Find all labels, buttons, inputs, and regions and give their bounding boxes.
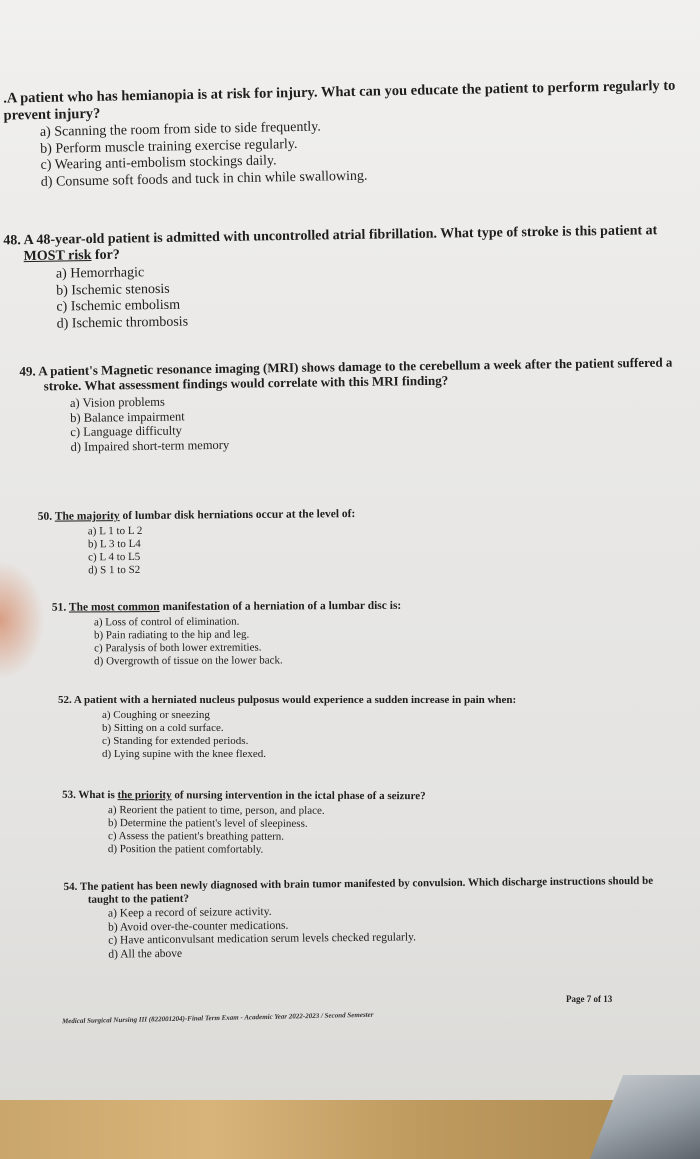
question-stem: 50. The majority of lumbar disk herniations occur at the level of: xyxy=(37,508,356,523)
finger-shadow xyxy=(0,560,45,680)
answer-options xyxy=(102,709,688,761)
course-footer: Medical Surgical Nursing III (822001204)-Final Term Exam - Academic Year 2022-2023 / Second Semester xyxy=(61,1010,374,1026)
question-52 xyxy=(58,694,688,761)
option-d: d) S 1 to S2 xyxy=(88,564,141,577)
option-d: d) Ischemic thrombosis xyxy=(56,314,189,332)
option-a: a) Keep a record of seizure activity. xyxy=(107,906,272,920)
option-b: b) Sitting on a cold surface. xyxy=(102,721,224,734)
option-d: d) Overgrowth of tissue on the lower back. xyxy=(94,654,283,668)
option-b: b) Balance impairment xyxy=(70,409,185,425)
option-c: c) Paralysis of both lower extremities. xyxy=(94,641,262,655)
option-c: c) Wearing anti-embolism stockings daily. xyxy=(40,153,277,174)
question-stem: 54. The patient has been newly diagnosed with brain tumor manifested by convulsion. Which discharge instructions should be taught to the patient? xyxy=(63,874,654,906)
option-a: a) Scanning the room from side to side frequently. xyxy=(39,119,321,141)
answer-options xyxy=(70,387,691,455)
option-d: d) All the above xyxy=(108,947,183,961)
option-b: b) Determine the patient's level of sleepiness. xyxy=(107,816,308,830)
question-54 xyxy=(63,874,654,963)
option-a: a) L 1 to L 2 xyxy=(87,525,143,538)
question-49 xyxy=(19,355,690,455)
option-d: d) Lying supine with the knee flexed. xyxy=(102,747,267,760)
question-stem: 49. A patient's Magnetic resonance imaging (MRI) shows damage to the cerebellum a week after the patient suffered a stroke. What assessment findings would correlate with this MRI finding? xyxy=(19,354,673,394)
answer-options xyxy=(56,257,695,333)
option-b: b) L 3 to L4 xyxy=(87,538,141,551)
answer-options xyxy=(40,113,695,192)
option-c: c) L 4 to L5 xyxy=(88,551,141,564)
question-53 xyxy=(62,789,682,858)
answer-options xyxy=(108,804,682,858)
option-c: c) Ischemic embolism xyxy=(56,297,181,315)
question-48 xyxy=(3,223,694,334)
option-c: c) Assess the patient's breathing pattern. xyxy=(107,829,285,843)
question-stem: 53. What is the priority of nursing intervention in the ictal phase of a seizure? xyxy=(62,788,426,803)
option-c: c) Standing for extended periods. xyxy=(102,734,249,747)
question-50 xyxy=(38,505,679,578)
option-d: d) Position the patient comfortably. xyxy=(107,842,264,856)
answer-options xyxy=(108,902,645,962)
option-a: a) Hemorrhagic xyxy=(55,265,145,282)
question-51 xyxy=(52,598,672,668)
question-stem: 48. A 48-year-old patient is admitted with uncontrolled atrial fibrillation. What type of stroke is this patient at MOST risk for? xyxy=(3,223,658,265)
option-a: a) Loss of control of elimination. xyxy=(93,615,240,629)
option-d: d) Impaired short-term memory xyxy=(70,437,230,455)
question-stem: 51. The most common manifestation of a herniation of a lumbar disc is: xyxy=(51,599,402,614)
option-b: b) Avoid over-the-counter medications. xyxy=(108,919,289,934)
option-b: b) Ischemic stenosis xyxy=(56,281,170,299)
option-a: a) Reorient the patient to time, person, and place. xyxy=(108,803,325,817)
question-stem: 52. A patient with a herniated nucleus pulposus would experience a sudden increase in pain when: xyxy=(58,694,517,706)
option-c: c) Language difficulty xyxy=(70,423,182,440)
question-stem: .A patient who has hemianopia is at risk for injury. What can you educate the patient to perform regularly to prevent injury? xyxy=(3,77,676,124)
option-b: b) Pain radiating to the hip and leg. xyxy=(93,628,250,642)
page-number: Page 7 of 13 xyxy=(566,994,613,1004)
option-b: b) Perform muscle training exercise regularly. xyxy=(40,136,298,157)
option-a: a) Vision problems xyxy=(69,394,165,410)
option-a: a) Coughing or sneezing xyxy=(102,708,210,721)
option-d: d) Consume soft foods and tuck in chin while swallowing. xyxy=(40,168,368,190)
question-47 xyxy=(3,77,695,192)
option-c: c) Have anticonvulsant medication serum levels checked regularly. xyxy=(108,931,416,947)
answer-options xyxy=(94,614,672,669)
answer-options xyxy=(88,520,678,577)
